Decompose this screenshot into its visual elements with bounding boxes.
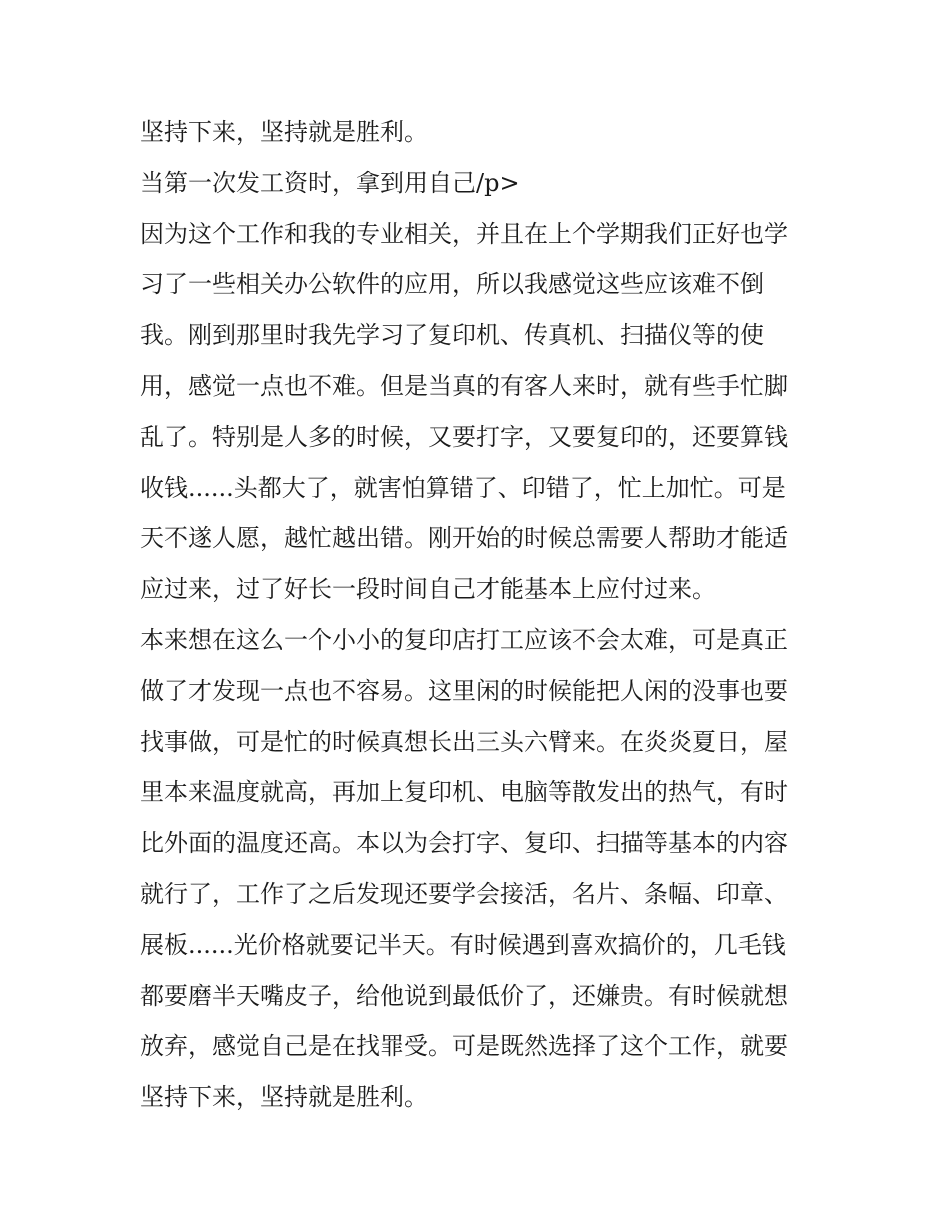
- text-line: 用，感觉一点也不难。但是当真的有客人来时，就有些手忙脚: [140, 371, 788, 400]
- text-line: 放弃，感觉自己是在找罪受。可是既然选择了这个工作，就要: [140, 1032, 788, 1061]
- text-line: 坚持下来，坚持就是胜利。: [140, 1083, 428, 1112]
- text-line: 坚持下来，坚持就是胜利。: [140, 118, 428, 146]
- text-line: 找事做，可是忙的时候真想长出三头六臂来。在炎炎夏日，屋: [140, 727, 788, 756]
- text-line: 天不遂人愿，越忙越出错。刚开始的时候总需要人帮助才能适: [140, 524, 788, 553]
- text-line: 应过来，过了好长一段时间自己才能基本上应付过来。: [140, 575, 716, 604]
- text-line: 比外面的温度还高。本以为会打字、复印、扫描等基本的内容: [140, 829, 788, 858]
- document-body: [140, 107, 820, 1123]
- text-line: 乱了。特别是人多的时候，又要打字，又要复印的，还要算钱: [140, 422, 788, 451]
- text-line: 因为这个工作和我的专业相关，并且在上个学期我们正好也学: [140, 219, 788, 248]
- text-line: 都要磨半天嘴皮子，给他说到最低价了，还嫌贵。有时候就想: [140, 981, 788, 1010]
- text-line: 就行了，工作了之后发现还要学会接活，名片、条幅、印章、: [140, 879, 788, 908]
- text-line: 里本来温度就高，再加上复印机、电脑等散发出的热气，有时: [140, 778, 788, 807]
- text-line: 本来想在这么一个小小的复印店打工应该不会太难，可是真正: [140, 625, 788, 654]
- text-line: 我。刚到那里时我先学习了复印机、传真机、扫描仪等的使: [140, 321, 764, 350]
- text-line: 习了一些相关办公软件的应用，所以我感觉这些应该难不倒: [140, 270, 764, 299]
- text-line: 做了才发现一点也不容易。这里闲的时候能把人闲的没事也要: [140, 676, 788, 705]
- text-line: 收钱......头都大了，就害怕算错了、印错了，忙上加忙。可是: [140, 473, 786, 502]
- text-line: 展板......光价格就要记半天。有时候遇到喜欢搞价的，几毛钱: [140, 930, 786, 959]
- text-line: 当第一次发工资时，拿到用自己/p>: [140, 168, 520, 197]
